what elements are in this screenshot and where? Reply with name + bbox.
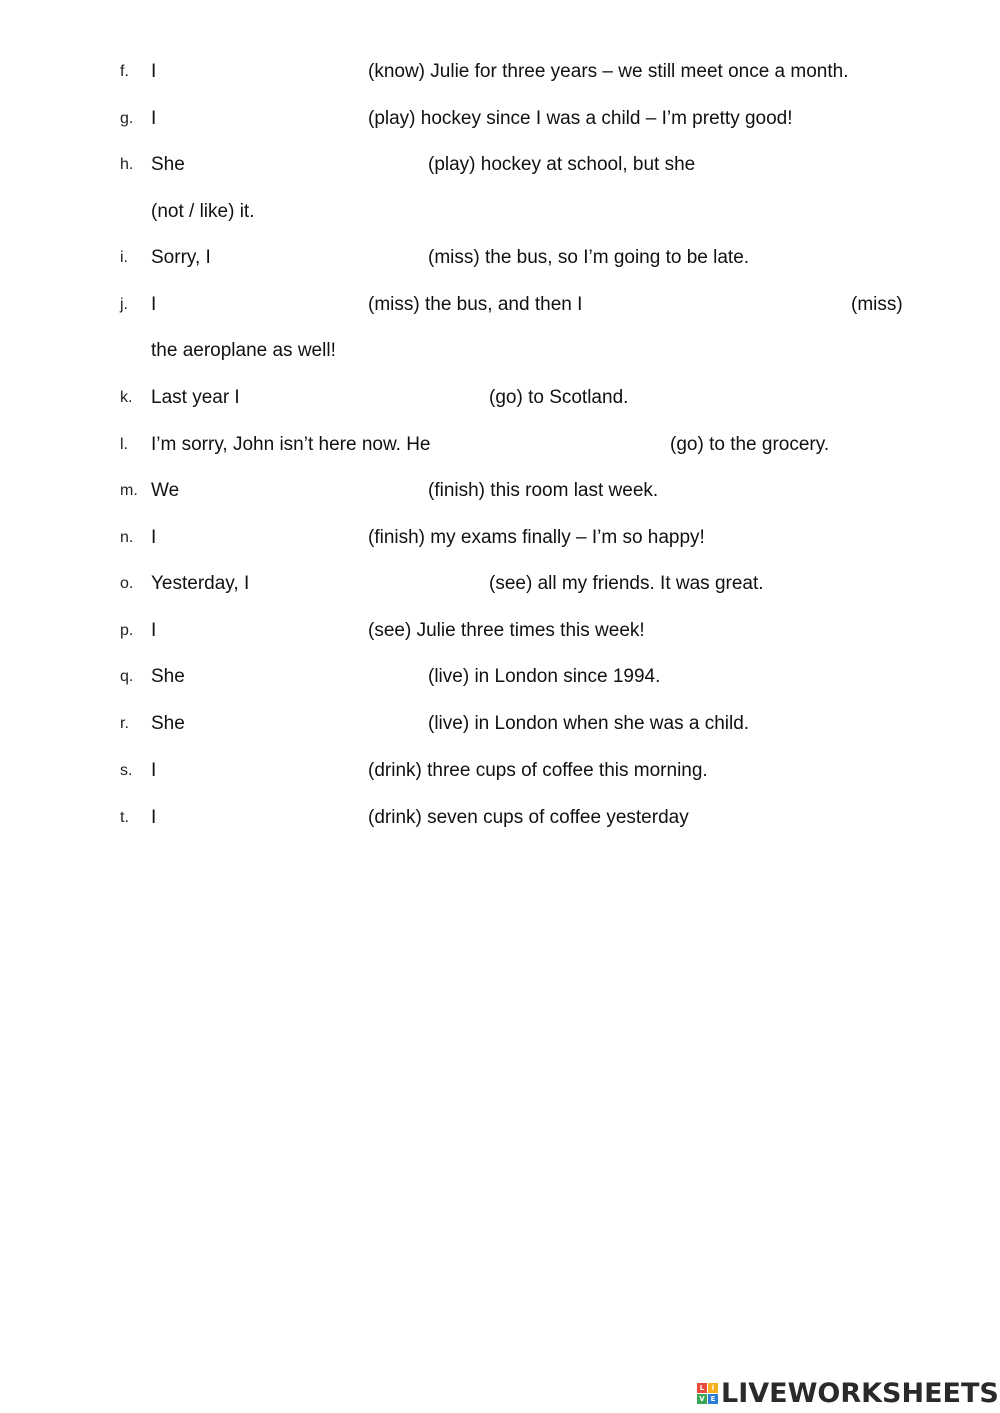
- item-subject: I’m sorry, John isn’t here now. He: [151, 434, 431, 455]
- logo-text: LIVEWORKSHEETS: [721, 1378, 999, 1409]
- item-letter: q.: [120, 668, 134, 685]
- logo-mark-icon: [697, 1383, 719, 1405]
- item-subject: I: [151, 760, 157, 781]
- answer-blank-j2[interactable]: [605, 294, 847, 318]
- item-text: (play) hockey at school, but she: [428, 154, 696, 175]
- item-text: (live) in London when she was a child.: [428, 713, 750, 734]
- answer-blank-h2[interactable]: [720, 154, 914, 178]
- item-text: (know) Julie for three years – we still meet once a month.: [368, 61, 849, 82]
- answer-blank-g[interactable]: [172, 108, 366, 132]
- item-text: (finish) my exams finally – I’m so happy!: [368, 527, 705, 548]
- item-letter: s.: [120, 762, 133, 779]
- item-text: (go) to Scotland.: [489, 387, 629, 408]
- item-subject: I: [151, 620, 157, 641]
- answer-blank-s[interactable]: [172, 760, 366, 784]
- item-text: (play) hockey since I was a child – I’m pretty good!: [368, 108, 793, 129]
- item-continuation: (not / like) it.: [151, 201, 255, 222]
- answer-blank-r[interactable]: [200, 713, 426, 737]
- answer-blank-m[interactable]: [192, 480, 426, 504]
- item-letter: r.: [120, 715, 129, 732]
- item-letter: j.: [120, 296, 128, 313]
- answer-blank-k[interactable]: [256, 387, 486, 411]
- item-letter: o.: [120, 575, 134, 592]
- item-letter: t.: [120, 809, 129, 826]
- item-subject: I: [151, 61, 157, 82]
- item-subject: She: [151, 154, 185, 175]
- item-letter: h.: [120, 156, 134, 173]
- logo-mark-square: L: [697, 1383, 707, 1393]
- item-subject: Sorry, I: [151, 247, 211, 268]
- item-text: (go) to the grocery.: [670, 434, 830, 455]
- item-subject: We: [151, 480, 180, 501]
- answer-blank-p[interactable]: [172, 620, 366, 644]
- logo-mark-square: V: [697, 1394, 707, 1404]
- item-letter: i.: [120, 249, 128, 266]
- item-text: (see) all my friends. It was great.: [489, 573, 764, 594]
- item-subject: I: [151, 294, 157, 315]
- answer-blank-t[interactable]: [172, 807, 366, 831]
- logo-mark-square: E: [708, 1394, 718, 1404]
- item-text: (miss) the bus, so I’m going to be late.: [428, 247, 750, 268]
- answer-blank-n[interactable]: [172, 527, 366, 551]
- answer-blank-o[interactable]: [268, 573, 486, 597]
- item-text: (drink) seven cups of coffee yesterday: [368, 807, 689, 828]
- item-letter: m.: [120, 482, 138, 499]
- item-subject: She: [151, 713, 185, 734]
- item-subject: She: [151, 666, 185, 687]
- item-letter: k.: [120, 389, 133, 406]
- item-subject: Last year I: [151, 387, 240, 408]
- item-letter: l.: [120, 436, 128, 453]
- liveworksheets-logo[interactable]: [697, 1378, 997, 1410]
- item-text: (see) Julie three times this week!: [368, 620, 645, 641]
- item-continuation: the aeroplane as well!: [151, 340, 336, 361]
- logo-mark-square: i: [708, 1383, 718, 1393]
- item-text: (drink) three cups of coffee this morning.: [368, 760, 708, 781]
- answer-blank-h1[interactable]: [200, 154, 426, 178]
- item-letter: g.: [120, 110, 134, 127]
- item-subject: Yesterday, I: [151, 573, 250, 594]
- item-letter: n.: [120, 529, 134, 546]
- item-letter: f.: [120, 63, 129, 80]
- answer-blank-j1[interactable]: [172, 294, 366, 318]
- answer-blank-l[interactable]: [460, 434, 668, 458]
- answer-blank-i[interactable]: [226, 247, 426, 271]
- item-text-verb: (miss): [851, 294, 903, 315]
- item-subject: I: [151, 108, 157, 129]
- item-text: (finish) this room last week.: [428, 480, 659, 501]
- answer-blank-f[interactable]: [172, 61, 366, 85]
- item-text: (miss) the bus, and then I: [368, 294, 583, 315]
- item-subject: I: [151, 527, 157, 548]
- item-subject: I: [151, 807, 157, 828]
- item-text: (live) in London since 1994.: [428, 666, 661, 687]
- item-letter: p.: [120, 622, 134, 639]
- answer-blank-q[interactable]: [200, 666, 426, 690]
